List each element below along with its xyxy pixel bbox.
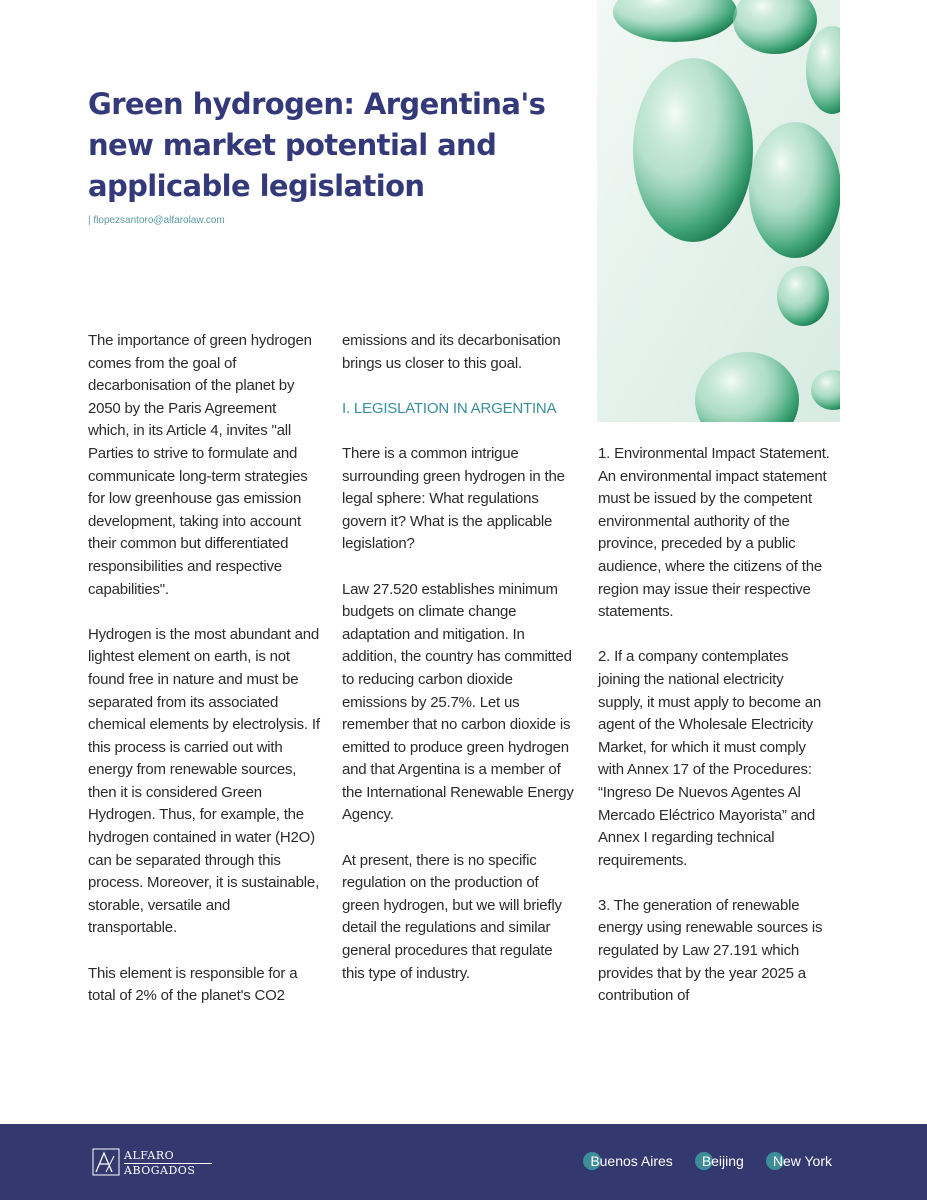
footer xyxy=(0,1124,927,1200)
paragraph: 3. The generation of renewable energy using renewable sources is regulated by Law 27.191 which provides that by the year 2025 a contribution of xyxy=(598,896,823,1005)
paragraph: emissions and its decarbonisation brings us closer to this goal. xyxy=(342,332,561,372)
firm-logo xyxy=(92,1146,222,1178)
paragraph: There is a common intrigue surrounding green hydrogen in the legal sphere: What regulations govern it? What is the applicable legislation? xyxy=(342,444,565,553)
paragraph: At present, there is no specific regulation on the production of green hydrogen, but we will briefly detail the regulations and similar general procedures that regulate this type of industry. xyxy=(342,851,562,982)
paragraph: The importance of green hydrogen comes from the goal of decarbonisation of the planet by 2050 by the Paris Agreement which, in its Article 4, invites "all Parties to strive to formulate and communicate long-term strategies for low greenhouse gas emission development, taking into account their common but differentiated responsibilities and respective capabilities". xyxy=(88,332,312,598)
article-column-2 xyxy=(342,330,574,1008)
logo-line-2: ABOGADOS xyxy=(124,1164,196,1177)
paragraph: 2. If a company contemplates joining the national electricity supply, it must apply to become an agent of the Wholesale Electricity Market, for which it must comply with Annex 17 of the Procedures: “Ingreso De Nuevos Agentes Al Mercado Eléctrico Mayorista” and Annex I regarding technical requirements. xyxy=(598,648,822,869)
article-column-3 xyxy=(598,443,830,1030)
office-buenos-aires: Buenos Aires xyxy=(583,1152,673,1170)
paragraph: 1. Environmental Impact Statement. An environmental impact statement must be issued by the competent environmental authority of the province, preceded by a public audience, where the citizens of the region may issue their respective statements. xyxy=(598,445,830,621)
author-email: | flopezsantoro@alfarolaw.com xyxy=(88,215,225,226)
section-heading: I. LEGISLATION IN ARGENTINA xyxy=(342,399,557,417)
office-new-york: New York xyxy=(766,1152,832,1170)
paragraph: This element is responsible for a total of 2% of the planet's CO2 xyxy=(88,964,298,1005)
logo-line-1: ALFARO xyxy=(124,1149,175,1162)
paragraph: Law 27.520 establishes minimum budgets on climate change adaptation and mitigation. In addition, the country has committed to reducing carbon dioxide emissions by 25.7%. Let us remember that no carbon dioxide is emitted to produce green hydrogen and that Argentina is a member of the International Renewable Energy Agency. xyxy=(342,580,574,824)
hero-image xyxy=(597,0,840,422)
office-locations xyxy=(583,1152,832,1170)
water-droplets-image xyxy=(597,0,840,422)
paragraph: Hydrogen is the most abundant and lightest element on earth, is not found free in nature and must be separated from its associated chemical elements by electrolysis. If this process is carried out with energy from renewable sources, then it is considered Green Hydrogen. Thus, for example, the hydrogen contained in water (H2O) can be separated through this process. Moreover, it is sustainable, storable, versatile and transportable. xyxy=(88,625,320,937)
article-column-1 xyxy=(88,330,320,1030)
article-title: Green hydrogen: Argentina's new market potential and applicable legislation xyxy=(88,87,546,203)
office-beijing: Beijing xyxy=(695,1152,744,1170)
logo-mark-icon xyxy=(92,1148,120,1176)
